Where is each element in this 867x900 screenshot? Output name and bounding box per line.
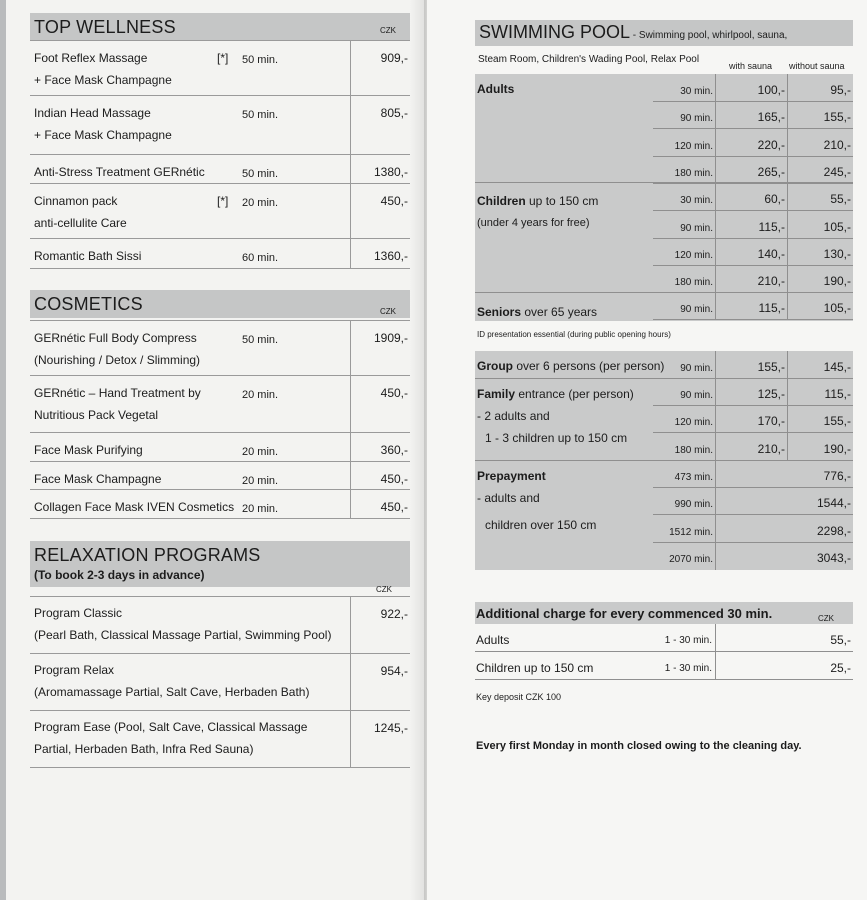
row-divider	[653, 405, 853, 406]
item-name	[34, 439, 143, 461]
relaxation-title: RELAXATION PROGRAMS	[34, 545, 261, 565]
duration-cell: 180 min.	[674, 444, 713, 456]
item-name	[34, 468, 161, 490]
row-divider	[653, 128, 853, 129]
sauna-divider	[787, 74, 788, 320]
item-name	[34, 496, 234, 518]
item-price: 1909,-	[373, 331, 408, 345]
cosmetics-table	[30, 320, 410, 519]
family-bold: Family	[477, 387, 516, 401]
additional-name: Children up to 150 cm	[476, 661, 594, 675]
item-name-line2: Partial, Herbaden Bath, Infra Red Sauna)	[34, 742, 254, 756]
item-name-line1: Indian Head Massage	[34, 106, 151, 120]
price-with-sauna: 165,-	[757, 110, 785, 125]
duration-cell: 180 min.	[674, 277, 713, 289]
duration-cell: 90 min.	[680, 304, 713, 316]
pool-title	[479, 22, 787, 43]
additional-duration: 1 - 30 min.	[664, 663, 712, 674]
family-line3: 1 - 3 children up to 150 cm	[485, 431, 628, 445]
price-with-sauna: 210,-	[757, 441, 785, 456]
price-without-sauna: 115,-	[824, 387, 851, 401]
item-duration: 20 min.	[242, 475, 279, 487]
family-rest: entrance (per person)	[515, 387, 634, 401]
additional-duration: 1 - 30 min.	[664, 635, 712, 646]
row-divider	[653, 514, 853, 515]
table-row	[30, 239, 410, 269]
duration-cell: 120 min.	[674, 249, 713, 261]
closed-note: Every first Monday in month closed owing to the cleaning day.	[476, 740, 802, 752]
price-with-sauna: 210,-	[757, 274, 785, 289]
relaxation-header	[30, 541, 410, 587]
key-deposit-note: Key deposit CZK 100	[476, 692, 562, 702]
item-price: 954,-	[380, 664, 408, 678]
row-divider	[653, 542, 853, 543]
duration-cell: 30 min.	[680, 195, 713, 207]
group-bold: Group	[477, 359, 513, 373]
item-duration: 20 min.	[242, 503, 279, 515]
table-row	[30, 96, 410, 155]
item-name-line1: Program Relax	[34, 663, 115, 677]
item-name-line1: Face Mask Purifying	[34, 443, 143, 457]
price-without-sauna: 210,-	[823, 137, 851, 152]
pool-subtitle-2: Steam Room, Children's Wading Pool, Relax Pool	[478, 54, 700, 65]
table-row	[30, 376, 410, 433]
duration-cell: 180 min.	[674, 167, 713, 179]
pool-title-main: SWIMMING POOL	[479, 22, 631, 42]
price-without-sauna: 55,-	[830, 192, 851, 207]
price-with-sauna: 170,-	[757, 414, 785, 429]
item-name	[34, 602, 331, 646]
table-row	[30, 184, 410, 239]
cosmetics-header	[30, 290, 410, 318]
table-row	[30, 654, 410, 711]
duration-cell: 90 min.	[680, 390, 713, 401]
item-name	[34, 716, 307, 760]
seniors-note: ID presentation essential (during public opening hours)	[477, 330, 671, 339]
additional-currency: CZK	[818, 614, 834, 623]
row-divider	[653, 238, 853, 239]
group-rest: over 6 persons (per person)	[513, 359, 665, 373]
price-without-sauna: 776,-	[823, 469, 851, 483]
price-without-sauna: 190,-	[823, 274, 851, 289]
item-name	[34, 102, 172, 146]
table-row	[30, 597, 410, 654]
children-bold: Children	[477, 194, 526, 208]
col-without-sauna: without sauna	[789, 61, 845, 71]
prepay-label: Prepayment	[477, 469, 546, 483]
item-name	[34, 47, 172, 91]
item-duration: 50 min.	[242, 109, 279, 121]
seniors-rest: over 65 years	[521, 305, 598, 319]
additional-title: Additional charge for every commenced 30 min.	[476, 606, 773, 621]
item-price: 450,-	[380, 386, 408, 400]
item-duration: 50 min.	[242, 54, 279, 66]
item-name-line1: GERnétic Full Body Compress	[34, 331, 197, 345]
item-duration: 50 min.	[242, 168, 279, 180]
duration-cell: 2070 min.	[669, 553, 713, 565]
relaxation-table	[30, 596, 410, 768]
item-name-line1: Anti-Stress Treatment GERnétic	[34, 165, 205, 179]
duration-cell: 90 min.	[680, 363, 713, 374]
item-name-line1: Program Classic	[34, 606, 123, 620]
price-without-sauna: 130,-	[823, 246, 851, 261]
price-without-sauna: 245,-	[823, 164, 851, 179]
top-wellness-header	[30, 13, 410, 41]
item-price: 450,-	[380, 472, 408, 486]
price-without-sauna: 155,-	[823, 414, 851, 429]
prepay-line2: - adults and	[477, 491, 540, 505]
additional-price: 25,-	[830, 661, 851, 675]
item-name-line2: + Face Mask Champagne	[34, 73, 172, 87]
item-name-line1: GERnétic – Hand Treatment by	[34, 386, 201, 400]
price-with-sauna: 115,-	[758, 219, 785, 234]
item-price: 450,-	[380, 500, 408, 514]
item-name-line1: Cinnamon pack	[34, 194, 118, 208]
item-price: 450,-	[380, 194, 408, 208]
item-name	[34, 659, 309, 703]
booking-mark: [*]	[217, 194, 229, 208]
price-without-sauna: 2298,-	[816, 523, 851, 538]
price-without-sauna: 1544,-	[816, 496, 851, 511]
top-wellness-table	[30, 40, 410, 269]
price-with-sauna: 115,-	[758, 301, 785, 316]
table-row	[30, 462, 410, 490]
item-price: 909,-	[380, 51, 408, 65]
price-with-sauna: 100,-	[757, 83, 785, 97]
family-label	[477, 387, 634, 401]
section-divider	[475, 292, 853, 293]
duration-divider	[715, 74, 716, 320]
children-rest: up to 150 cm	[525, 194, 599, 208]
row-divider	[653, 265, 853, 266]
item-name-line2: (Nourishing / Detox / Slimming)	[34, 353, 201, 367]
table-row	[30, 155, 410, 184]
price-with-sauna: 155,-	[757, 360, 785, 374]
relaxation-currency: CZK	[376, 585, 392, 594]
table-row	[30, 490, 410, 519]
pool-price-table	[475, 74, 853, 570]
group-label	[477, 359, 664, 373]
item-price: 922,-	[380, 607, 408, 621]
item-name	[34, 382, 201, 426]
top-wellness-title: TOP WELLNESS	[34, 17, 176, 37]
duration-cell: 120 min.	[674, 417, 713, 429]
item-name	[34, 327, 200, 371]
item-name	[34, 245, 141, 267]
item-price: 805,-	[380, 106, 408, 120]
item-duration: 50 min.	[242, 334, 279, 346]
row-divider	[475, 378, 853, 379]
item-duration: 60 min.	[242, 252, 279, 264]
duration-cell: 473 min.	[674, 472, 713, 483]
price-without-sauna: 3043,-	[816, 550, 851, 565]
family-line2: - 2 adults and	[477, 409, 550, 423]
item-price: 1380,-	[373, 165, 408, 179]
table-row	[30, 321, 410, 376]
item-name	[34, 190, 127, 234]
duration-cell: 90 min.	[680, 113, 713, 125]
pool-title-sub: - Swimming pool, whirlpool, sauna,	[630, 30, 788, 41]
left-page	[6, 0, 424, 900]
item-duration: 20 min.	[242, 389, 279, 401]
item-name-line1: Collagen Face Mask IVEN Cosmetics	[34, 500, 235, 514]
booking-mark: [*]	[217, 51, 229, 65]
price-without-sauna: 155,-	[823, 110, 851, 125]
price-without-sauna: 190,-	[823, 441, 851, 456]
row-divider	[653, 183, 853, 184]
duration-cell: 990 min.	[674, 499, 713, 511]
table-row	[30, 711, 410, 768]
right-page	[427, 0, 867, 900]
item-name	[34, 161, 205, 183]
item-name-line1: Foot Reflex Massage	[34, 51, 148, 65]
section-divider	[475, 182, 853, 183]
item-name-line2: (Pearl Bath, Classical Massage Partial, Swimming Pool)	[34, 628, 332, 642]
top-wellness-currency: CZK	[380, 26, 396, 35]
price-with-sauna: 60,-	[764, 192, 785, 207]
duration-cell: 120 min.	[674, 140, 713, 152]
adults-label: Adults	[477, 82, 515, 96]
item-name-line2: + Face Mask Champagne	[34, 128, 172, 142]
row-divider	[653, 156, 853, 157]
seniors-label	[477, 305, 597, 319]
item-duration: 20 min.	[242, 446, 279, 458]
relaxation-subtitle: (To book 2-3 days in advance)	[34, 568, 205, 582]
item-name-line1: Program Ease (Pool, Salt Cave, Classical Massage	[34, 720, 308, 734]
item-name-line1: Romantic Bath Sissi	[34, 249, 142, 263]
additional-divider	[715, 652, 716, 680]
price-with-sauna: 265,-	[757, 164, 785, 179]
children-note: (under 4 years for free)	[477, 217, 590, 229]
item-name-line2: anti-cellulite Care	[34, 216, 127, 230]
item-price: 360,-	[380, 443, 408, 457]
children-label	[477, 194, 598, 208]
section-divider	[475, 460, 853, 461]
duration-cell: 90 min.	[680, 222, 713, 234]
row-divider	[653, 101, 853, 102]
price-without-sauna: 95,-	[830, 83, 851, 97]
additional-price: 55,-	[830, 633, 851, 647]
item-duration: 20 min.	[242, 197, 279, 209]
price-without-sauna: 105,-	[823, 301, 851, 316]
table-row	[30, 41, 410, 96]
duration-divider	[715, 351, 716, 461]
price-without-sauna: 145,-	[823, 360, 851, 374]
row-divider	[653, 432, 853, 433]
price-with-sauna: 220,-	[757, 137, 785, 152]
duration-cell: 30 min.	[680, 86, 713, 97]
item-price: 1245,-	[373, 721, 408, 735]
duration-divider	[715, 460, 716, 570]
seniors-bold: Seniors	[477, 305, 522, 319]
row-divider	[653, 210, 853, 211]
price-with-sauna: 140,-	[757, 246, 785, 261]
additional-divider	[715, 624, 716, 652]
price-with-sauna: 125,-	[757, 387, 785, 401]
row-divider	[653, 487, 853, 488]
cosmetics-currency: CZK	[380, 307, 396, 316]
item-name-line1: Face Mask Champagne	[34, 472, 162, 486]
item-name-line2: Nutritious Pack Vegetal	[34, 408, 159, 422]
duration-cell: 1512 min.	[669, 526, 713, 538]
item-price: 1360,-	[373, 249, 408, 263]
prepay-line3: children over 150 cm	[485, 518, 597, 532]
col-with-sauna: with sauna	[729, 61, 773, 71]
additional-name: Adults	[476, 633, 510, 647]
sauna-divider	[787, 351, 788, 461]
cosmetics-title: COSMETICS	[34, 294, 143, 314]
item-name-line2: (Aromamassage Partial, Salt Cave, Herbaden Bath)	[34, 685, 310, 699]
price-without-sauna: 105,-	[823, 219, 851, 234]
table-row	[30, 433, 410, 462]
